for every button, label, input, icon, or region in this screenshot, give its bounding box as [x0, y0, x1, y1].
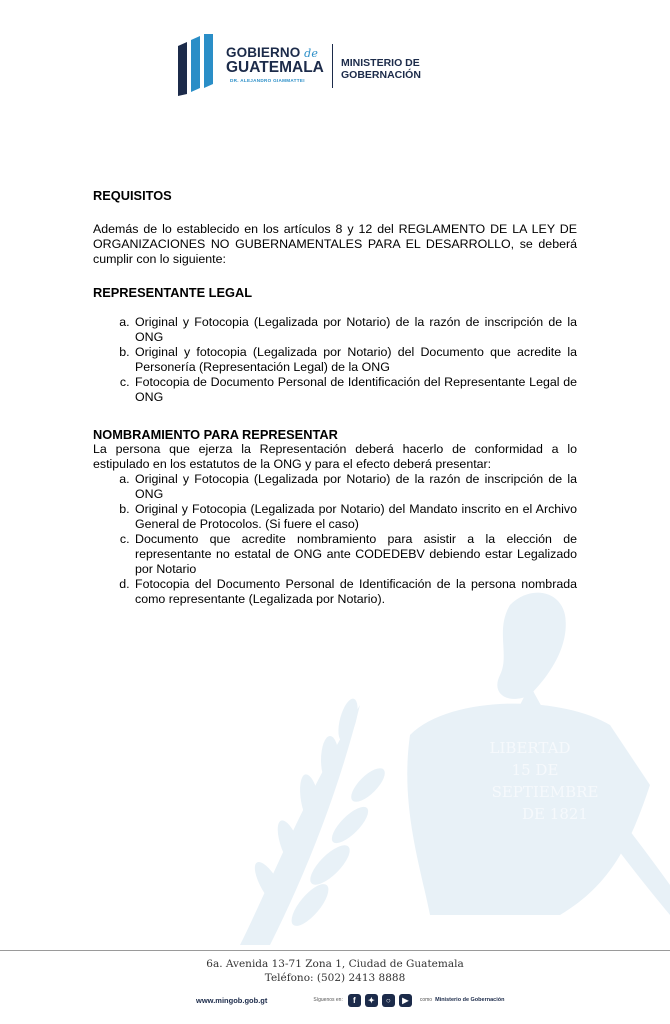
instagram-icon[interactable]: ○: [382, 994, 395, 1007]
flag-bars-icon: [178, 34, 218, 96]
website-link[interactable]: www.mingob.gob.gt: [196, 995, 268, 1005]
logo-gobierno-text: GOBIERNO de: [226, 45, 318, 60]
watermark-text-4: DE 1821: [522, 805, 588, 823]
youtube-icon[interactable]: ▶: [399, 994, 412, 1007]
logo-subtitle: DR. ALEJANDRO GIAMMATTEI: [230, 78, 305, 83]
follow-label: Síguenos en:: [313, 997, 343, 1003]
logo-divider: [332, 44, 333, 88]
nombramiento-heading: NOMBRAMIENTO PARA REPRESENTAR: [93, 427, 338, 442]
footer-links-row: [196, 993, 504, 1007]
list-item: d. Fotocopia del Documento Personal de Identificación de la persona nombrada como representante (Legalizada por Notario).: [133, 577, 577, 607]
footer-divider: [0, 950, 670, 951]
list-item: a. Original y Fotocopia (Legalizada por Notario) de la razón de inscripción de la ONG: [133, 315, 577, 345]
footer-address: 6a. Avenida 13-71 Zona 1, Ciudad de Guatemala: [206, 958, 464, 970]
watermark-text-1: LIBERTAD: [489, 739, 571, 757]
requisitos-heading: REQUISITOS: [93, 188, 172, 203]
ministry-name: MINISTERIO DE GOBERNACIÓN: [341, 57, 421, 81]
watermark-text-3: SEPTIEMBRE: [491, 783, 599, 801]
representante-list: [93, 315, 577, 405]
footer-phone: Teléfono: (502) 2413 8888: [264, 972, 406, 984]
nombramiento-list: [93, 472, 577, 607]
government-logo: [178, 34, 438, 96]
watermark-text-2: 15 DE: [511, 761, 559, 779]
list-item: c. Documento que acredite nombramiento para asistir a la elección de representante no estatal de ONG ante CODEDEBV debiendo estar Legalizado por Notario: [133, 532, 577, 577]
list-item: a. Original y Fotocopia (Legalizada por Notario) de la razón de inscripción de la ONG: [133, 472, 577, 502]
facebook-icon[interactable]: f: [348, 994, 361, 1007]
como-label: como: [419, 997, 433, 1003]
intro-paragraph: Además de lo establecido en los artículos 8 y 12 del REGLAMENTO DE LA LEY DE ORGANIZACIONES NO GUBERNAMENTALES PARA EL DESARROLLO, se deberá cumplir con lo siguiente:: [93, 222, 577, 266]
document-body: [93, 188, 577, 607]
nombramiento-intro: La persona que ejerza la Representación deberá hacerlo de conformidad a lo estipulado en los estatutos de la ONG y para el efecto deberá presentar:: [93, 442, 577, 471]
list-item: b. Original y fotocopia (Legalizada por Notario) del Documento que acredite la Personería (Representación Legal) de la ONG: [133, 345, 577, 375]
logo-guatemala-text: GUATEMALA: [226, 59, 324, 76]
representante-heading: REPRESENTANTE LEGAL: [93, 285, 253, 300]
twitter-icon[interactable]: ✦: [365, 994, 378, 1007]
social-handle: Ministerio de Gobernación: [435, 997, 505, 1003]
coat-of-arms-watermark: [230, 585, 670, 950]
list-item: b. Original y Fotocopia (Legalizada por Notario) del Mandato inscrito en el Archivo General de Protocolos. (Si fuere el caso): [133, 502, 577, 532]
list-item: c. Fotocopia de Documento Personal de Identificación del Representante Legal de ONG: [133, 375, 577, 405]
